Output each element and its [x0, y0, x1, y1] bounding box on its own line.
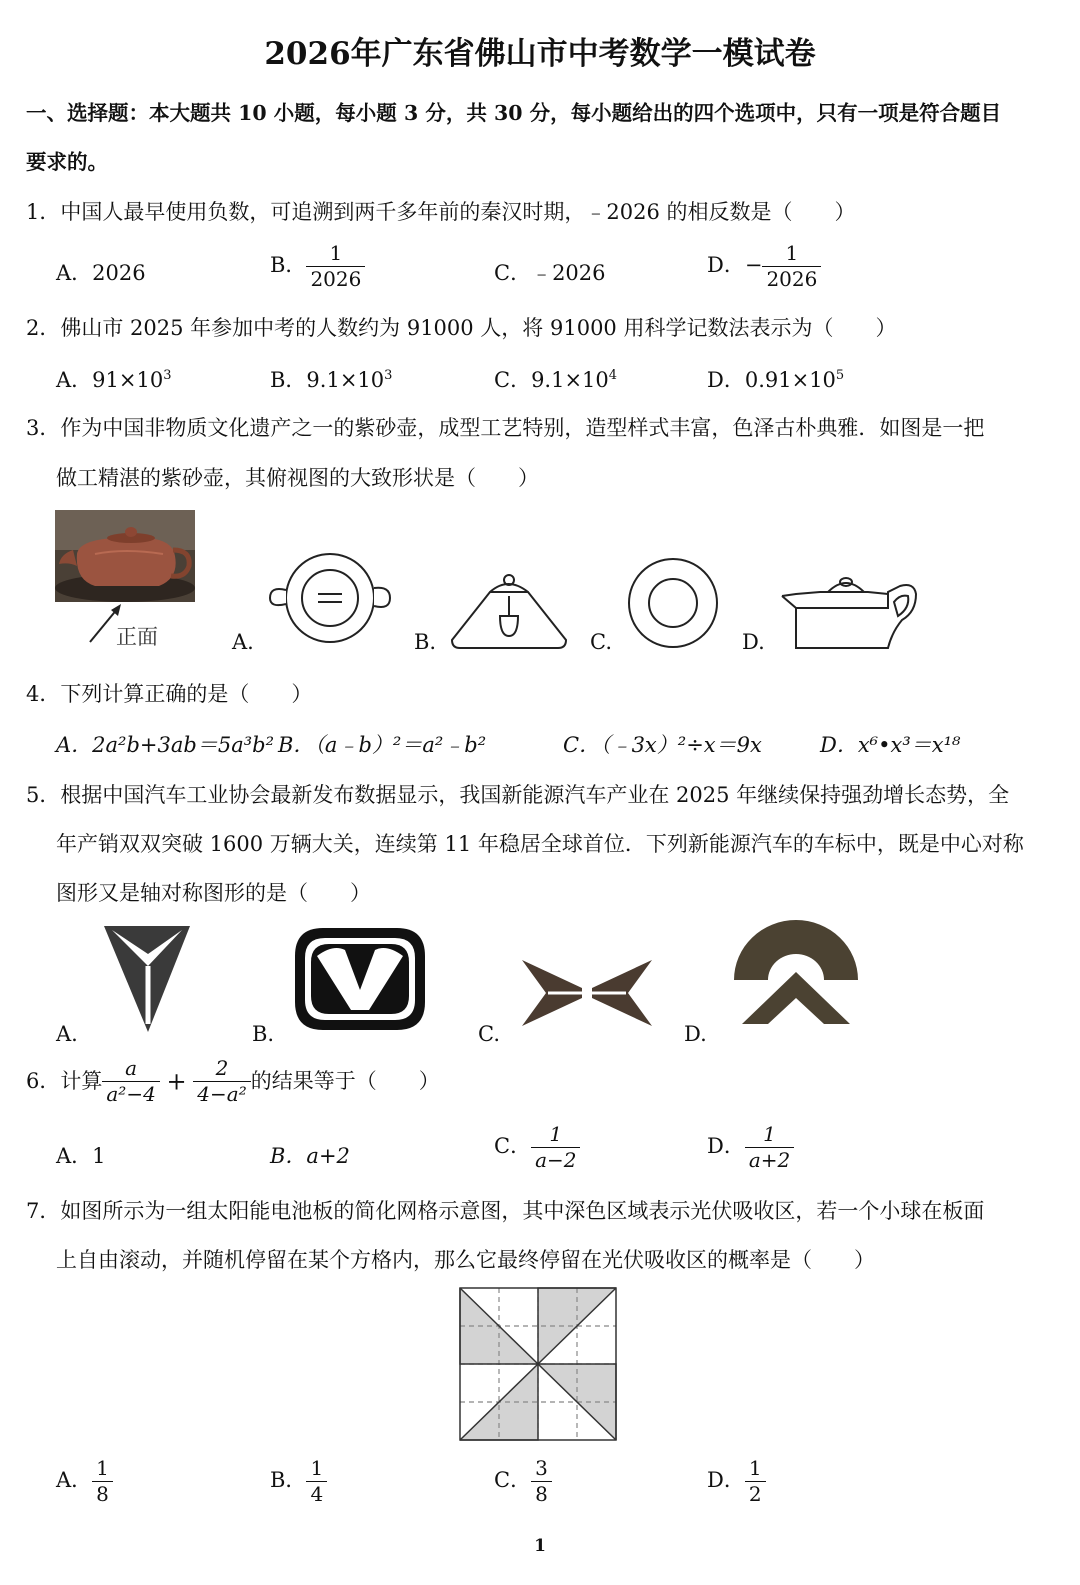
q5-option-c-logo [520, 958, 654, 1028]
question-2-stem: 2．佛山市 2025 年参加中考的人数约为 91000 人，将 91000 用科学记数法表示为（ ） [26, 316, 897, 340]
section-heading: 一、选择题：本大题共 10 小题，每小题 3 分，共 30 分，每小题给出的四个选项中，只有一项是符合题目 [26, 101, 1002, 125]
q3-option-b-label: B. [414, 630, 437, 654]
q1-option-d: D．− $\frac{1}{2026}$ [707, 243, 821, 290]
question-3-stem-line2: 做工精湛的紫砂壶，其俯视图的大致形状是（ ） [56, 466, 539, 490]
q5-option-d-label: D. [684, 1022, 707, 1046]
q5-option-b-logo [293, 926, 427, 1032]
q7-option-b: B． $\frac{1}{4}$ [270, 1458, 327, 1505]
q6-option-a: A．1 [56, 1144, 106, 1168]
q1-option-b: B． $\frac{1}{2026}$ [270, 243, 365, 290]
question-1-stem: 1．中国人最早使用负数，可追溯到两千多年前的秦汉时期，﹣2026 的相反数是（ ） [26, 200, 856, 224]
question-5-stem-line1: 5．根据中国汽车工业协会最新发布数据显示，我国新能源汽车产业在 2025 年继续保持强劲增长态势，全 [26, 783, 1010, 807]
question-5-stem-line3: 图形又是轴对称图形的是（ ） [56, 881, 371, 905]
q6-option-d: D． $\frac{1}{a+2}$ [707, 1124, 794, 1171]
q4-option-c: C．（﹣3x）²÷x＝9x [563, 733, 762, 757]
q6-option-c: C． $\frac{1}{a-2}$ [494, 1124, 580, 1171]
q3-option-b-figure [450, 572, 568, 650]
q3-option-c-label: C. [590, 630, 612, 654]
q3-option-a-label: A. [232, 630, 254, 654]
q5-option-d-logo [732, 920, 860, 1030]
q1-option-c: C．﹣2026 [494, 261, 606, 285]
question-6-stem: 6．计算 $\frac{a}{\text{a²−4}}$ + $\frac{2}{\text{4−a²}}$ 的结果等于（ ） [26, 1056, 440, 1106]
q7-option-c: C． $\frac{3}{8}$ [494, 1458, 552, 1505]
q2-option-c: C．$9.1\times 10^4$ [494, 368, 618, 392]
q5-option-b-label: B. [252, 1022, 275, 1046]
q3-option-a-figure [268, 552, 392, 644]
q3-option-c-figure [626, 556, 720, 650]
question-5-stem-line2: 年产销双双突破 1600 万辆大关，连续第 11 年稳居全球首位．下列新能源汽车的车标中，既是中心对称 [56, 832, 1024, 856]
q2-option-d: D．$0.91\times 10^5$ [707, 368, 845, 392]
q6-option-b: B．a+2 [270, 1144, 350, 1168]
section-heading-cont: 要求的。 [26, 150, 108, 174]
question-7-stem-line1: 7．如图所示为一组太阳能电池板的简化网格示意图，其中深色区域表示光伏吸收区，若一个小球在板面 [26, 1199, 985, 1223]
question-4-stem: 4．下列计算正确的是（ ） [26, 682, 313, 706]
q2-option-b: B．$9.1\times 10^3$ [270, 368, 393, 392]
q5-option-a-logo [102, 924, 192, 1034]
q4-option-d: D．x⁶•x³＝x¹⁸ [820, 733, 961, 757]
question-3-stem-line1: 3．作为中国非物质文化遗产之一的紫砂壶，成型工艺特别，造型样式丰富，色泽古朴典雅．如图是一把 [26, 416, 985, 440]
q3-option-d-figure [780, 572, 920, 650]
q1-option-a: A．2026 [56, 261, 146, 285]
q3-option-d-label: D. [742, 630, 765, 654]
q4-option-b: B．（a﹣b）²＝a²﹣b² [278, 733, 487, 757]
q5-option-c-label: C. [478, 1022, 500, 1046]
q5-option-a-label: A. [56, 1022, 78, 1046]
teapot-photo [55, 510, 195, 602]
q7-option-a: A． $\frac{1}{8}$ [56, 1458, 113, 1505]
question-7-stem-line2: 上自由滚动，并随机停留在某个方格内，那么它最终停留在光伏吸收区的概率是（ ） [56, 1248, 875, 1272]
q4-option-a: A．2a²b+3ab＝5a³b² [56, 733, 274, 757]
q7-option-d: D． $\frac{1}{2}$ [707, 1458, 766, 1505]
solar-panel-grid-figure [458, 1286, 618, 1442]
q2-option-a: A．$91\times 10^3$ [56, 368, 172, 392]
front-label: 正面 [116, 625, 158, 649]
page-number: 1 [534, 1536, 546, 1556]
page-title: 2026年广东省佛山市中考数学一模试卷 [264, 36, 816, 72]
